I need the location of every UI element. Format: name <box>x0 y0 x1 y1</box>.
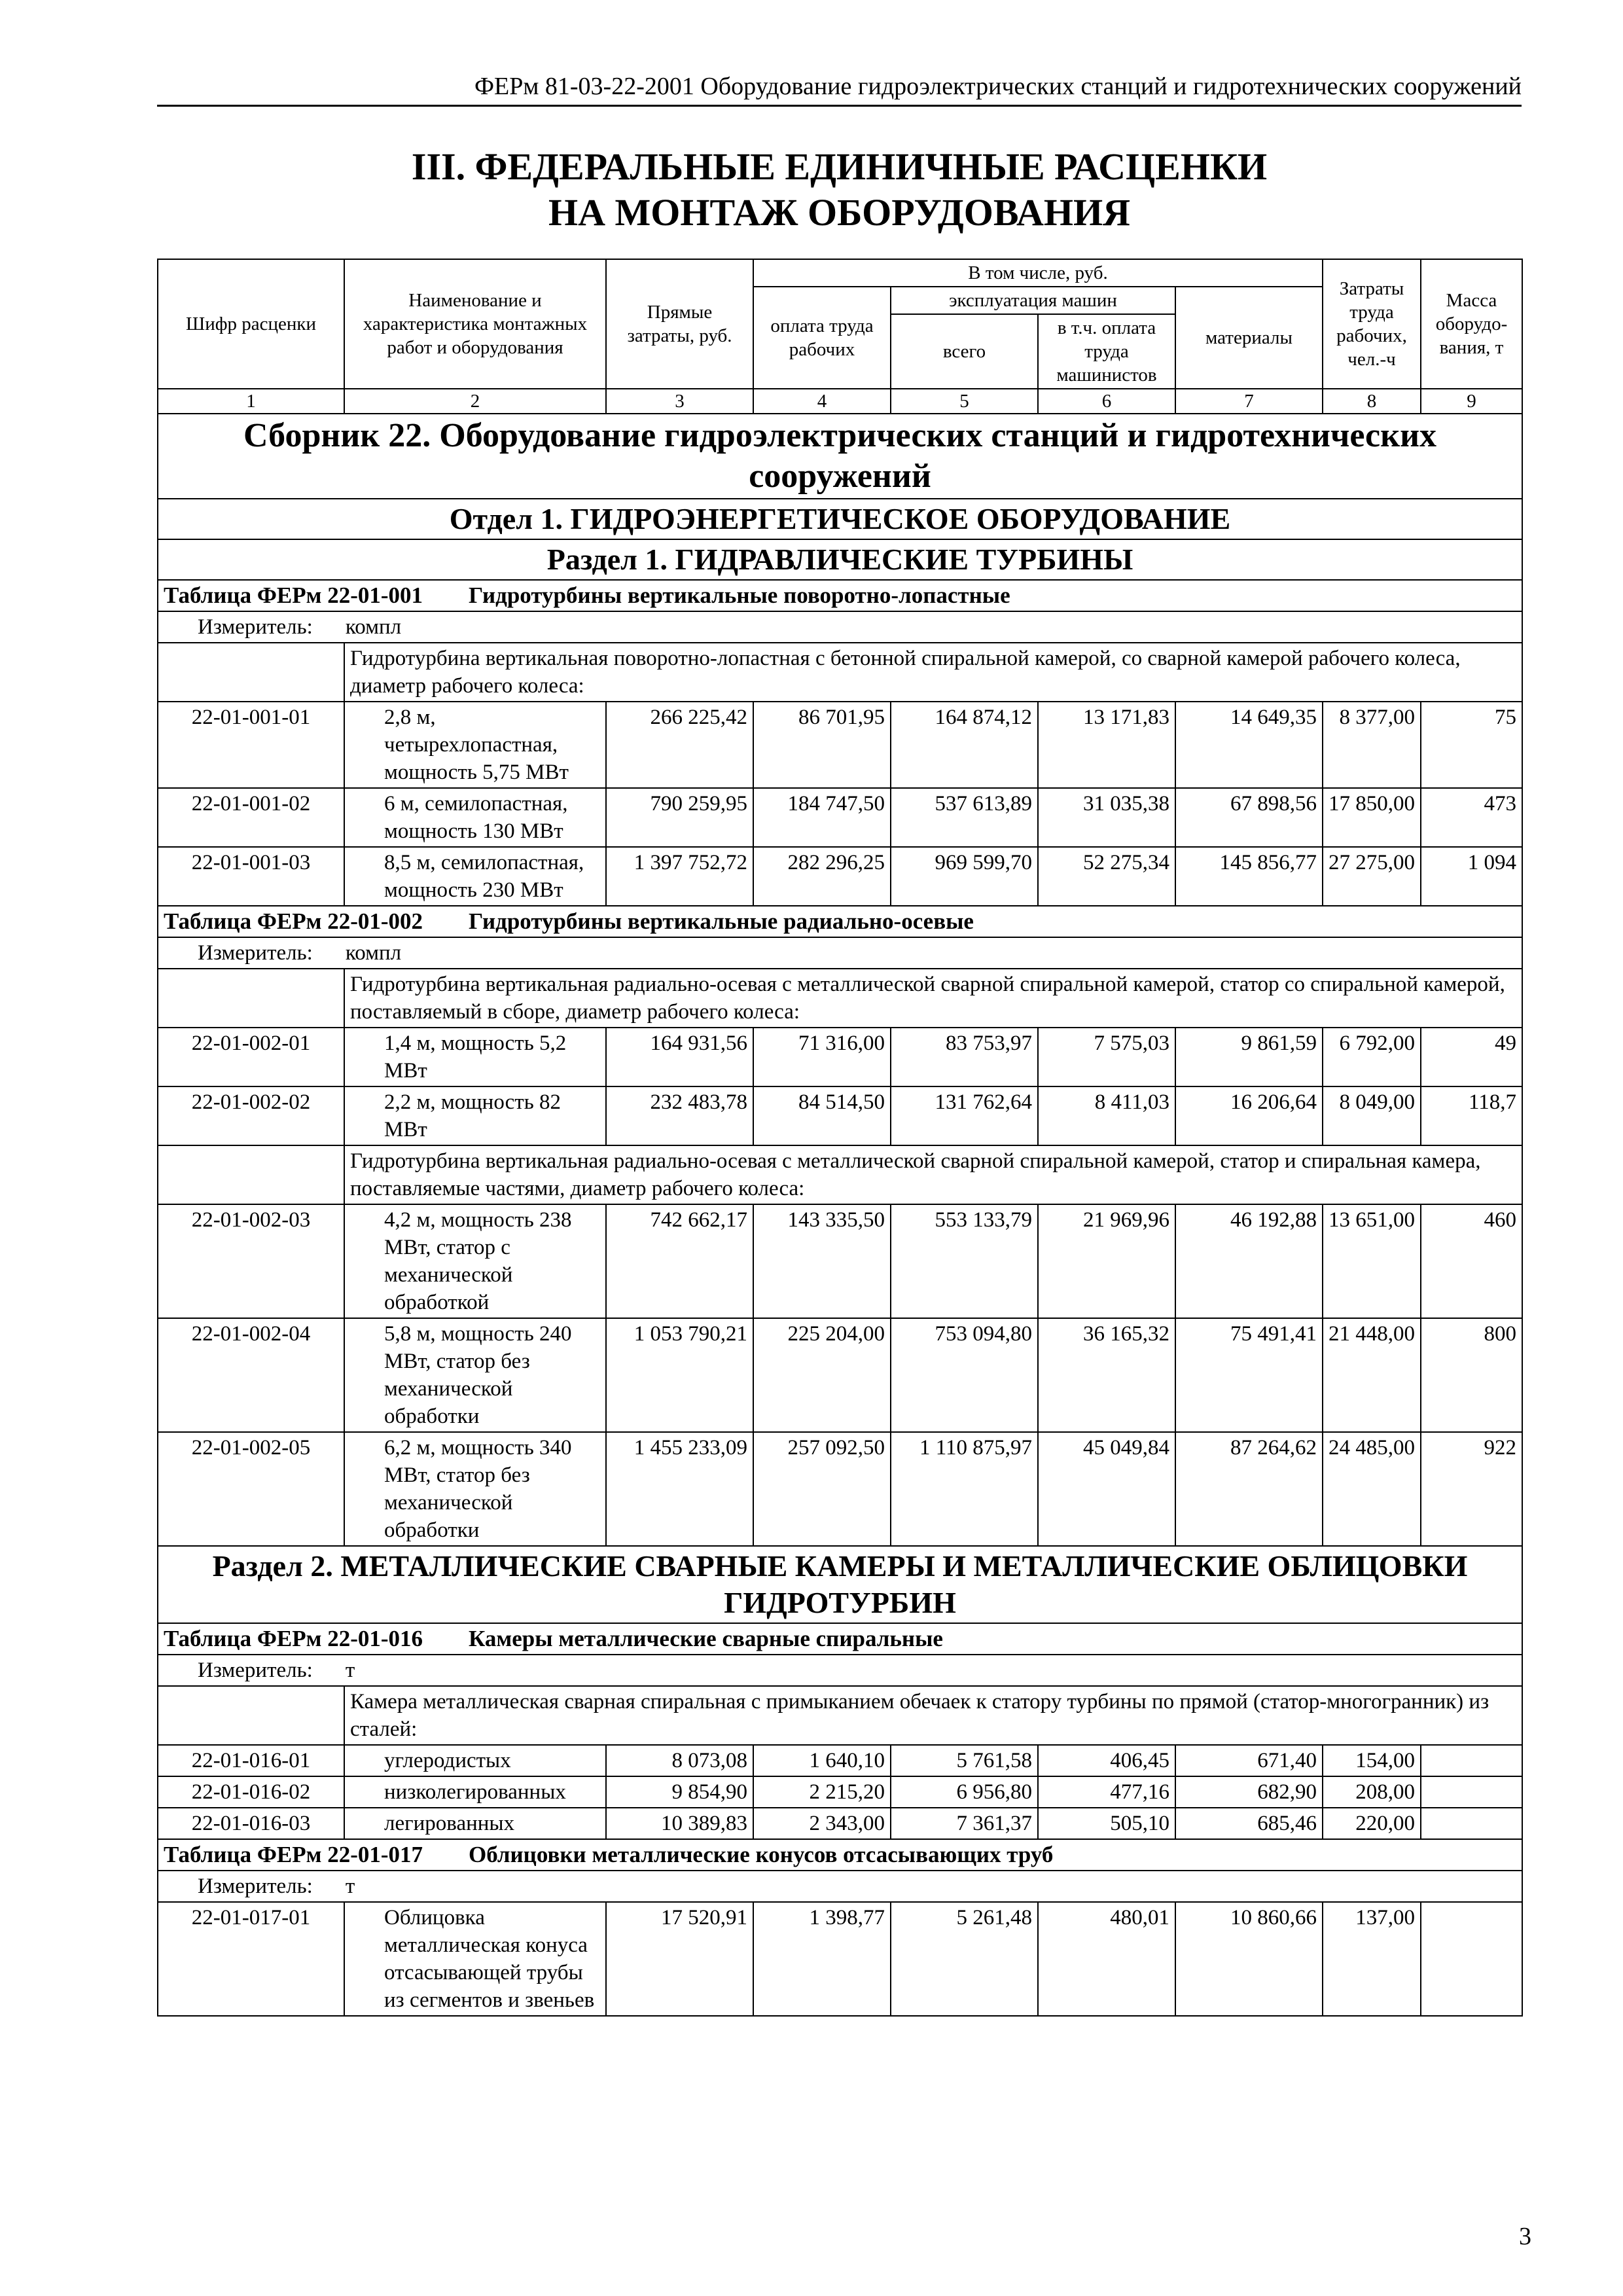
machinist-wage-cell: 45 049,84 <box>1038 1432 1175 1546</box>
running-header: ФЕРм 81-03-22-2001 Оборудование гидроэлектрических станций и гидротехнических сооружений <box>157 72 1522 107</box>
labor-cell: 137,00 <box>1323 1902 1421 2016</box>
labor-cell: 17 850,00 <box>1323 788 1421 847</box>
materials-cell: 671,40 <box>1175 1745 1323 1776</box>
col-materials: материалы <box>1175 287 1323 389</box>
mass-cell: 49 <box>1421 1028 1522 1086</box>
col-total: всего <box>891 314 1038 389</box>
description-row <box>158 969 1522 1028</box>
meter-label: Измеритель: <box>198 1874 313 1898</box>
table-name: Гидротурбины вертикальные поворотно-лопастные <box>469 583 1010 608</box>
materials-cell: 685,46 <box>1175 1808 1323 1839</box>
table-row <box>158 1808 1522 1839</box>
machines-total-cell: 6 956,80 <box>891 1776 1038 1808</box>
col-code: Шифр расценки <box>158 259 344 389</box>
meter-row <box>158 1655 1522 1686</box>
table-title-cell <box>158 1623 1522 1655</box>
code-cell: 22-01-002-04 <box>158 1318 344 1432</box>
mass-cell: 922 <box>1421 1432 1522 1546</box>
name-cell: 8,5 м, семилопастная, мощность 230 МВт <box>344 847 606 906</box>
meter-label: Измеритель: <box>198 615 313 639</box>
machines-total-cell: 164 874,12 <box>891 702 1038 788</box>
empty-cell <box>158 1145 344 1204</box>
table-name: Гидротурбины вертикальные радиально-осевые <box>469 908 974 934</box>
description-row <box>158 643 1522 702</box>
wage-cell: 2 215,20 <box>753 1776 891 1808</box>
machinist-wage-cell: 8 411,03 <box>1038 1086 1175 1145</box>
meter-row <box>158 611 1522 643</box>
description-cell: Гидротурбина вертикальная радиально-осевая с металлической сварной спиральной камерой, статор и спиральная камера, поставляемые частями, диаметр рабочего колеса: <box>344 1145 1522 1204</box>
machines-total-cell: 969 599,70 <box>891 847 1038 906</box>
mass-cell: 118,7 <box>1421 1086 1522 1145</box>
wage-cell: 143 335,50 <box>753 1204 891 1318</box>
col-wage: оплата труда рабочих <box>753 287 891 389</box>
page-number: 3 <box>1519 2223 1531 2250</box>
col-mass: Масса оборудо-вания, т <box>1421 259 1522 389</box>
materials-cell: 46 192,88 <box>1175 1204 1323 1318</box>
col-num: 9 <box>1421 389 1522 414</box>
description-cell: Камера металлическая сварная спиральная с примыканием обечаек к статору турбины по прямой (статор-многогранник) из сталей: <box>344 1686 1522 1745</box>
department-title-cell: Отдел 1. ГИДРОЭНЕРГЕТИЧЕСКОЕ ОБОРУДОВАНИЕ <box>158 499 1522 539</box>
table-row <box>158 1318 1522 1432</box>
wage-cell: 86 701,95 <box>753 702 891 788</box>
description-row <box>158 1145 1522 1204</box>
name-cell: низколегированных <box>344 1776 606 1808</box>
department-title <box>158 499 1522 539</box>
machinist-wage-cell: 477,16 <box>1038 1776 1175 1808</box>
table-title-row <box>158 1839 1522 1871</box>
materials-cell: 145 856,77 <box>1175 847 1323 906</box>
labor-cell: 8 049,00 <box>1323 1086 1421 1145</box>
col-machines: эксплуатация машин <box>891 287 1175 314</box>
machines-total-cell: 537 613,89 <box>891 788 1038 847</box>
wage-cell: 225 204,00 <box>753 1318 891 1432</box>
mass-cell <box>1421 1808 1522 1839</box>
direct-cell: 1 397 752,72 <box>606 847 753 906</box>
code-cell: 22-01-002-03 <box>158 1204 344 1318</box>
wage-cell: 84 514,50 <box>753 1086 891 1145</box>
machines-total-cell: 1 110 875,97 <box>891 1432 1038 1546</box>
meter-unit: компл <box>345 941 402 965</box>
direct-cell: 164 931,56 <box>606 1028 753 1086</box>
wage-cell: 2 343,00 <box>753 1808 891 1839</box>
machinist-wage-cell: 31 035,38 <box>1038 788 1175 847</box>
description-row <box>158 1686 1522 1745</box>
table-title-row <box>158 906 1522 937</box>
col-num: 7 <box>1175 389 1323 414</box>
direct-cell: 266 225,42 <box>606 702 753 788</box>
direct-cell: 9 854,90 <box>606 1776 753 1808</box>
machinist-wage-cell: 21 969,96 <box>1038 1204 1175 1318</box>
code-cell: 22-01-002-01 <box>158 1028 344 1086</box>
machinist-wage-cell: 505,10 <box>1038 1808 1175 1839</box>
code-cell: 22-01-001-02 <box>158 788 344 847</box>
code-cell: 22-01-016-01 <box>158 1745 344 1776</box>
labor-cell: 8 377,00 <box>1323 702 1421 788</box>
col-num: 4 <box>753 389 891 414</box>
meter-unit: компл <box>345 615 402 639</box>
mass-cell: 800 <box>1421 1318 1522 1432</box>
description-cell: Гидротурбина вертикальная поворотно-лопастная с бетонной спиральной камерой, со сварной камерой рабочего колеса, диаметр рабочего колеса: <box>344 643 1522 702</box>
direct-cell: 1 455 233,09 <box>606 1432 753 1546</box>
name-cell: 6,2 м, мощность 340 МВт, статор без механической обработки <box>344 1432 606 1546</box>
machines-total-cell: 753 094,80 <box>891 1318 1038 1432</box>
code-cell: 22-01-001-03 <box>158 847 344 906</box>
col-num: 1 <box>158 389 344 414</box>
section-title-cell: Раздел 2. МЕТАЛЛИЧЕСКИЕ СВАРНЫЕ КАМЕРЫ И МЕТАЛЛИЧЕСКИЕ ОБЛИЦОВКИ ГИДРОТУРБИН <box>158 1546 1522 1623</box>
machinist-wage-cell: 52 275,34 <box>1038 847 1175 906</box>
wage-cell: 1 640,10 <box>753 1745 891 1776</box>
table-row <box>158 702 1522 788</box>
materials-cell: 67 898,56 <box>1175 788 1323 847</box>
table-title-cell <box>158 580 1522 611</box>
table-row <box>158 1902 1522 2016</box>
mass-cell: 1 094 <box>1421 847 1522 906</box>
table-row <box>158 1432 1522 1546</box>
labor-cell: 208,00 <box>1323 1776 1421 1808</box>
machinist-wage-cell: 13 171,83 <box>1038 702 1175 788</box>
section-title <box>158 1546 1522 1623</box>
section-title <box>158 539 1522 580</box>
collection-title-cell: Сборник 22. Оборудование гидроэлектрических станций и гидротехнических сооружений <box>158 414 1522 499</box>
direct-cell: 742 662,17 <box>606 1204 753 1318</box>
table-label: Таблица ФЕРм 22-01-016 <box>164 1626 423 1651</box>
meter-cell <box>158 1655 1522 1686</box>
machines-total-cell: 7 361,37 <box>891 1808 1038 1839</box>
mass-cell: 75 <box>1421 702 1522 788</box>
name-cell: 5,8 м, мощность 240 МВт, статор без механической обработки <box>344 1318 606 1432</box>
table-row <box>158 1086 1522 1145</box>
empty-cell <box>158 969 344 1028</box>
col-num: 6 <box>1038 389 1175 414</box>
name-cell: 6 м, семилопастная, мощность 130 МВт <box>344 788 606 847</box>
name-cell: легированных <box>344 1808 606 1839</box>
heading-line-1: III. ФЕДЕРАЛЬНЫЕ ЕДИНИЧНЫЕ РАСЦЕНКИ <box>411 145 1268 188</box>
meter-row <box>158 1871 1522 1902</box>
table-row <box>158 1028 1522 1086</box>
name-cell: 4,2 м, мощность 238 МВт, статор с механической обработкой <box>344 1204 606 1318</box>
meter-label: Измеритель: <box>198 1659 313 1682</box>
labor-cell: 24 485,00 <box>1323 1432 1421 1546</box>
wage-cell: 1 398,77 <box>753 1902 891 2016</box>
table-title-cell <box>158 906 1522 937</box>
table-label: Таблица ФЕРм 22-01-001 <box>164 583 423 608</box>
mass-cell: 473 <box>1421 788 1522 847</box>
machinist-wage-cell: 7 575,03 <box>1038 1028 1175 1086</box>
table-title-row <box>158 1623 1522 1655</box>
page-heading <box>157 144 1522 236</box>
table-row <box>158 1745 1522 1776</box>
wage-cell: 71 316,00 <box>753 1028 891 1086</box>
machinist-wage-cell: 36 165,32 <box>1038 1318 1175 1432</box>
wage-cell: 184 747,50 <box>753 788 891 847</box>
meter-cell <box>158 937 1522 969</box>
materials-cell: 10 860,66 <box>1175 1902 1323 2016</box>
col-name: Наименование и характеристика монтажных работ и оборудования <box>344 259 606 389</box>
code-cell: 22-01-016-02 <box>158 1776 344 1808</box>
table-row <box>158 1776 1522 1808</box>
meter-unit: т <box>345 1874 355 1898</box>
table-name: Облицовки металлические конусов отсасывающих труб <box>469 1842 1054 1867</box>
labor-cell: 6 792,00 <box>1323 1028 1421 1086</box>
materials-cell: 14 649,35 <box>1175 702 1323 788</box>
col-num: 3 <box>606 389 753 414</box>
meter-unit: т <box>345 1659 355 1682</box>
table-name: Камеры металлические сварные спиральные <box>469 1626 943 1651</box>
name-cell: 1,4 м, мощность 5,2 МВт <box>344 1028 606 1086</box>
materials-cell: 682,90 <box>1175 1776 1323 1808</box>
description-cell: Гидротурбина вертикальная радиально-осевая с металлической сварной спиральной камерой, статор со спиральной камерой, поставляемый в сборе, диаметр рабочего колеса: <box>344 969 1522 1028</box>
code-cell: 22-01-002-05 <box>158 1432 344 1546</box>
code-cell: 22-01-017-01 <box>158 1902 344 2016</box>
col-mwage: в т.ч. оплата труда машинистов <box>1038 314 1175 389</box>
materials-cell: 75 491,41 <box>1175 1318 1323 1432</box>
col-num: 5 <box>891 389 1038 414</box>
section-title-cell: Раздел 1. ГИДРАВЛИЧЕСКИЕ ТУРБИНЫ <box>158 539 1522 580</box>
mass-cell: 460 <box>1421 1204 1522 1318</box>
col-num: 8 <box>1323 389 1421 414</box>
empty-cell <box>158 1686 344 1745</box>
wage-cell: 282 296,25 <box>753 847 891 906</box>
direct-cell: 1 053 790,21 <box>606 1318 753 1432</box>
labor-cell: 13 651,00 <box>1323 1204 1421 1318</box>
machines-total-cell: 5 761,58 <box>891 1745 1038 1776</box>
mass-cell <box>1421 1745 1522 1776</box>
meter-row <box>158 937 1522 969</box>
mass-cell <box>1421 1902 1522 2016</box>
materials-cell: 87 264,62 <box>1175 1432 1323 1546</box>
col-labor: Затраты труда рабочих, чел.-ч <box>1323 259 1421 389</box>
direct-cell: 10 389,83 <box>606 1808 753 1839</box>
labor-cell: 220,00 <box>1323 1808 1421 1839</box>
code-cell: 22-01-001-01 <box>158 702 344 788</box>
machines-total-cell: 5 261,48 <box>891 1902 1038 2016</box>
heading-line-2: НА МОНТАЖ ОБОРУДОВАНИЯ <box>548 191 1130 234</box>
code-cell: 22-01-002-02 <box>158 1086 344 1145</box>
table-label: Таблица ФЕРм 22-01-017 <box>164 1842 423 1867</box>
machinist-wage-cell: 406,45 <box>1038 1745 1175 1776</box>
meter-label: Измеритель: <box>198 941 313 965</box>
direct-cell: 8 073,08 <box>606 1745 753 1776</box>
materials-cell: 16 206,64 <box>1175 1086 1323 1145</box>
direct-cell: 17 520,91 <box>606 1902 753 2016</box>
meter-cell <box>158 611 1522 643</box>
machines-total-cell: 83 753,97 <box>891 1028 1038 1086</box>
price-table <box>157 259 1523 2017</box>
code-cell: 22-01-016-03 <box>158 1808 344 1839</box>
table-title-cell <box>158 1839 1522 1871</box>
meter-cell <box>158 1871 1522 1902</box>
table-title-row <box>158 580 1522 611</box>
empty-cell <box>158 643 344 702</box>
table-label: Таблица ФЕРм 22-01-002 <box>164 908 423 934</box>
labor-cell: 154,00 <box>1323 1745 1421 1776</box>
machines-total-cell: 131 762,64 <box>891 1086 1038 1145</box>
col-incl: В том числе, руб. <box>753 259 1323 287</box>
name-cell: углеродистых <box>344 1745 606 1776</box>
labor-cell: 21 448,00 <box>1323 1318 1421 1432</box>
direct-cell: 232 483,78 <box>606 1086 753 1145</box>
table-row <box>158 788 1522 847</box>
name-cell: Облицовка металлическая конуса отсасывающей трубы из сегментов и звеньев <box>344 1902 606 2016</box>
column-numbers <box>158 389 1522 414</box>
direct-cell: 790 259,95 <box>606 788 753 847</box>
name-cell: 2,8 м, четырехлопастная, мощность 5,75 МВт <box>344 702 606 788</box>
table-row <box>158 847 1522 906</box>
materials-cell: 9 861,59 <box>1175 1028 1323 1086</box>
machinist-wage-cell: 480,01 <box>1038 1902 1175 2016</box>
name-cell: 2,2 м, мощность 82 МВт <box>344 1086 606 1145</box>
collection-title <box>158 414 1522 499</box>
table-row <box>158 1204 1522 1318</box>
machines-total-cell: 553 133,79 <box>891 1204 1038 1318</box>
col-direct: Прямые затраты, руб. <box>606 259 753 389</box>
labor-cell: 27 275,00 <box>1323 847 1421 906</box>
mass-cell <box>1421 1776 1522 1808</box>
wage-cell: 257 092,50 <box>753 1432 891 1546</box>
col-num: 2 <box>344 389 606 414</box>
header-row-1 <box>158 259 1522 287</box>
